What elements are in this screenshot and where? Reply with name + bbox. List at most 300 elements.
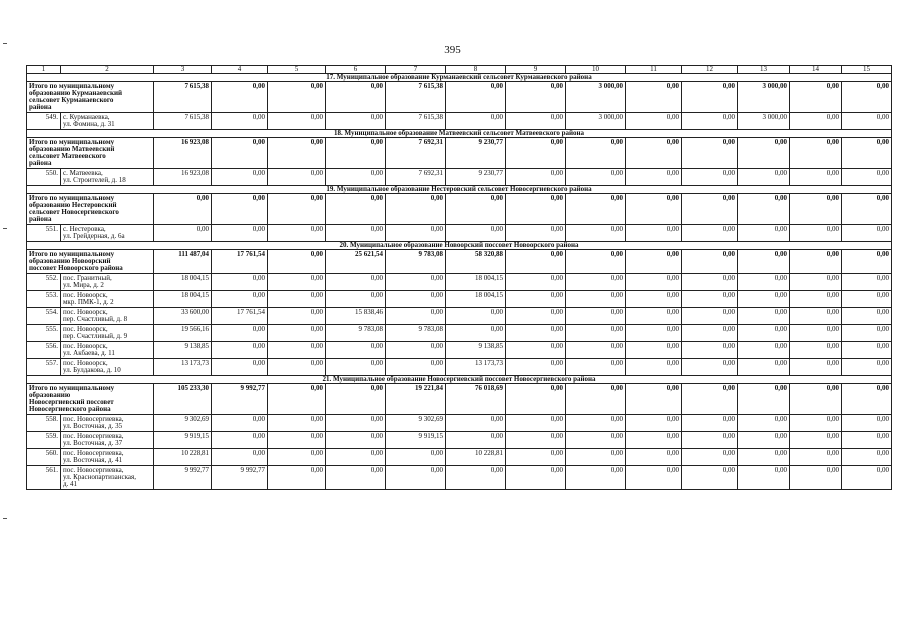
cell-value: 0,00 (506, 466, 566, 490)
total-value: 0,00 (386, 194, 446, 225)
row-number: 556. (27, 342, 61, 359)
total-value: 7 615,38 (154, 82, 212, 113)
total-value: 0,00 (682, 384, 738, 415)
cell-value: 0,00 (506, 432, 566, 449)
cell-value: 0,00 (842, 308, 892, 325)
cell-value: 0,00 (682, 325, 738, 342)
cell-value: 0,00 (682, 308, 738, 325)
cell-value: 0,00 (212, 225, 268, 242)
row-number: 559. (27, 432, 61, 449)
cell-value: 0,00 (738, 449, 790, 466)
cell-value: 0,00 (566, 325, 626, 342)
total-value: 0,00 (842, 138, 892, 169)
cell-value: 0,00 (842, 342, 892, 359)
column-number: 10 (566, 66, 626, 74)
cell-value: 0,00 (626, 113, 682, 130)
cell-value: 0,00 (212, 169, 268, 186)
total-value: 0,00 (566, 250, 626, 274)
cell-value: 0,00 (842, 415, 892, 432)
total-value: 0,00 (268, 138, 326, 169)
row-number: 560. (27, 449, 61, 466)
cell-value: 0,00 (738, 415, 790, 432)
column-number: 7 (386, 66, 446, 74)
cell-value: 0,00 (626, 308, 682, 325)
total-label: Итого по муниципальному образованию Новосергиевский поссовет Новосергиевского района (27, 384, 154, 415)
cell-value: 0,00 (506, 308, 566, 325)
cell-value: 0,00 (326, 225, 386, 242)
cell-value: 0,00 (268, 274, 326, 291)
cell-value: 0,00 (566, 466, 626, 490)
cell-value: 0,00 (326, 415, 386, 432)
total-value: 0,00 (268, 384, 326, 415)
cell-value: 0,00 (842, 325, 892, 342)
cell-value: 0,00 (326, 113, 386, 130)
total-value: 0,00 (738, 194, 790, 225)
cell-value: 0,00 (682, 432, 738, 449)
total-value: 16 923,08 (154, 138, 212, 169)
cell-value: 0,00 (506, 359, 566, 376)
cell-value: 0,00 (842, 449, 892, 466)
cell-value: 0,00 (738, 308, 790, 325)
cell-value: 0,00 (566, 342, 626, 359)
table-row (27, 169, 892, 186)
table-row (27, 449, 892, 466)
cell-value: 0,00 (738, 169, 790, 186)
total-value: 7 615,38 (386, 82, 446, 113)
total-value: 0,00 (506, 250, 566, 274)
row-address: пос. Новосергиевка, ул. Восточная, д. 41 (61, 449, 154, 466)
cell-value: 0,00 (842, 274, 892, 291)
total-label: Итого по муниципальному образованию Новоорский поссовет Новоорского района (27, 250, 154, 274)
column-number: 6 (326, 66, 386, 74)
total-value: 105 233,30 (154, 384, 212, 415)
total-value: 9 992,77 (212, 384, 268, 415)
cell-value: 9 302,69 (386, 415, 446, 432)
cell-value: 9 138,85 (446, 342, 506, 359)
table-row (27, 342, 892, 359)
cell-value: 13 173,73 (154, 359, 212, 376)
column-number: 8 (446, 66, 506, 74)
cell-value: 0,00 (626, 342, 682, 359)
cell-value: 0,00 (506, 415, 566, 432)
total-value: 0,00 (506, 138, 566, 169)
cell-value: 0,00 (790, 359, 842, 376)
cell-value: 9 992,77 (154, 466, 212, 490)
table-row (27, 415, 892, 432)
cell-value: 9 919,15 (154, 432, 212, 449)
total-row (27, 82, 892, 113)
total-value: 19 221,84 (386, 384, 446, 415)
cell-value: 0,00 (446, 325, 506, 342)
cell-value: 0,00 (268, 308, 326, 325)
cell-value: 0,00 (738, 466, 790, 490)
total-value: 0,00 (682, 82, 738, 113)
total-value: 0,00 (682, 194, 738, 225)
column-number: 11 (626, 66, 682, 74)
total-value: 0,00 (154, 194, 212, 225)
cell-value: 0,00 (790, 325, 842, 342)
cell-value: 0,00 (386, 225, 446, 242)
total-value: 0,00 (446, 82, 506, 113)
cell-value: 7 615,38 (154, 113, 212, 130)
scan-edge-mark (3, 228, 7, 229)
cell-value: 0,00 (386, 466, 446, 490)
cell-value: 0,00 (326, 432, 386, 449)
cell-value: 0,00 (326, 291, 386, 308)
row-number: 550. (27, 169, 61, 186)
cell-value: 0,00 (682, 415, 738, 432)
total-value: 0,00 (626, 138, 682, 169)
total-value: 0,00 (738, 384, 790, 415)
cell-value: 0,00 (566, 432, 626, 449)
cell-value: 0,00 (626, 415, 682, 432)
cell-value: 0,00 (790, 169, 842, 186)
total-value: 0,00 (506, 384, 566, 415)
row-address: пос. Гранитный, ул. Мира, д. 2 (61, 274, 154, 291)
total-value: 0,00 (626, 250, 682, 274)
table-row (27, 359, 892, 376)
cell-value: 0,00 (842, 432, 892, 449)
cell-value: 0,00 (506, 342, 566, 359)
total-value: 0,00 (566, 138, 626, 169)
cell-value: 0,00 (446, 415, 506, 432)
cell-value: 0,00 (790, 225, 842, 242)
row-address: с. Курманаевка, ул. Фомина, д. 31 (61, 113, 154, 130)
total-value: 0,00 (842, 194, 892, 225)
cell-value: 18 004,15 (446, 274, 506, 291)
section-title: 18. Муниципальное образование Матвеевский сельсовет Матвеевского района (27, 130, 892, 138)
cell-value: 0,00 (738, 432, 790, 449)
total-label: Итого по муниципальному образованию Нестеровский сельсовет Новосергиевского района (27, 194, 154, 225)
budget-table (26, 65, 892, 490)
total-value: 0,00 (626, 82, 682, 113)
section-title: 17. Муниципальное образование Курманаевский сельсовет Курманаевского района (27, 74, 892, 82)
cell-value: 0,00 (268, 169, 326, 186)
table-row (27, 274, 892, 291)
total-value: 7 692,31 (386, 138, 446, 169)
cell-value: 9 783,08 (326, 325, 386, 342)
row-number: 557. (27, 359, 61, 376)
cell-value: 3 000,00 (738, 113, 790, 130)
section-title-row (27, 186, 892, 194)
cell-value: 0,00 (738, 291, 790, 308)
total-value: 0,00 (326, 82, 386, 113)
cell-value: 0,00 (212, 415, 268, 432)
cell-value: 0,00 (446, 225, 506, 242)
cell-value: 0,00 (566, 415, 626, 432)
cell-value: 0,00 (738, 274, 790, 291)
total-value: 0,00 (212, 194, 268, 225)
row-number: 549. (27, 113, 61, 130)
total-value: 9 230,77 (446, 138, 506, 169)
cell-value: 0,00 (326, 359, 386, 376)
cell-value: 0,00 (790, 342, 842, 359)
cell-value: 9 138,85 (154, 342, 212, 359)
cell-value: 0,00 (506, 169, 566, 186)
cell-value: 0,00 (626, 169, 682, 186)
total-value: 0,00 (790, 138, 842, 169)
row-address: пос. Новоорск, мкр. ПМК-1, д. 2 (61, 291, 154, 308)
row-number: 553. (27, 291, 61, 308)
row-number: 551. (27, 225, 61, 242)
cell-value: 0,00 (626, 466, 682, 490)
cell-value: 0,00 (682, 225, 738, 242)
column-number: 4 (212, 66, 268, 74)
cell-value: 0,00 (738, 342, 790, 359)
total-value: 0,00 (626, 194, 682, 225)
section-title: 20. Муниципальное образование Новоорский поссовет Новоорского района (27, 242, 892, 250)
cell-value: 0,00 (790, 113, 842, 130)
total-value: 0,00 (506, 194, 566, 225)
cell-value: 0,00 (386, 359, 446, 376)
total-value: 9 783,08 (386, 250, 446, 274)
total-value: 0,00 (212, 138, 268, 169)
scan-edge-mark (3, 43, 7, 44)
total-value: 0,00 (268, 250, 326, 274)
cell-value: 0,00 (212, 274, 268, 291)
total-row (27, 384, 892, 415)
row-address: с. Нестеровка, ул. Грейдерная, д. 6а (61, 225, 154, 242)
cell-value: 0,00 (268, 342, 326, 359)
cell-value: 0,00 (386, 308, 446, 325)
total-value: 0,00 (790, 194, 842, 225)
cell-value: 0,00 (738, 325, 790, 342)
cell-value: 0,00 (268, 449, 326, 466)
cell-value: 0,00 (626, 449, 682, 466)
cell-value: 0,00 (682, 449, 738, 466)
cell-value: 0,00 (626, 274, 682, 291)
cell-value: 15 838,46 (326, 308, 386, 325)
row-number: 558. (27, 415, 61, 432)
section-title-row (27, 130, 892, 138)
total-value: 0,00 (682, 138, 738, 169)
total-value: 0,00 (626, 384, 682, 415)
column-number: 2 (61, 66, 154, 74)
total-label: Итого по муниципальному образованию Курманаевский сельсовет Курманаевского района (27, 82, 154, 113)
cell-value: 0,00 (326, 342, 386, 359)
cell-value: 0,00 (790, 274, 842, 291)
total-value: 0,00 (566, 384, 626, 415)
column-number: 9 (506, 66, 566, 74)
total-value: 0,00 (790, 82, 842, 113)
cell-value: 0,00 (506, 274, 566, 291)
cell-value: 0,00 (790, 466, 842, 490)
total-value: 0,00 (842, 82, 892, 113)
table-row (27, 291, 892, 308)
table-row (27, 325, 892, 342)
total-row (27, 194, 892, 225)
total-value: 111 487,04 (154, 250, 212, 274)
column-number: 15 (842, 66, 892, 74)
total-value: 0,00 (446, 194, 506, 225)
column-number: 3 (154, 66, 212, 74)
cell-value: 0,00 (842, 225, 892, 242)
cell-value: 0,00 (626, 325, 682, 342)
cell-value: 0,00 (842, 359, 892, 376)
total-value: 17 761,54 (212, 250, 268, 274)
total-value: 0,00 (212, 82, 268, 113)
cell-value: 0,00 (154, 225, 212, 242)
cell-value: 33 600,00 (154, 308, 212, 325)
total-value: 0,00 (566, 194, 626, 225)
cell-value: 9 919,15 (386, 432, 446, 449)
cell-value: 0,00 (626, 432, 682, 449)
cell-value: 0,00 (566, 225, 626, 242)
total-value: 0,00 (326, 194, 386, 225)
cell-value: 0,00 (790, 291, 842, 308)
total-label: Итого по муниципальному образованию Матвеевский сельсовет Матвеевского района (27, 138, 154, 169)
cell-value: 0,00 (212, 325, 268, 342)
table-row (27, 225, 892, 242)
cell-value: 0,00 (386, 449, 446, 466)
cell-value: 10 228,81 (446, 449, 506, 466)
cell-value: 0,00 (566, 291, 626, 308)
section-title-row (27, 242, 892, 250)
cell-value: 0,00 (842, 466, 892, 490)
cell-value: 0,00 (506, 225, 566, 242)
cell-value: 0,00 (212, 113, 268, 130)
column-number: 12 (682, 66, 738, 74)
cell-value: 0,00 (446, 308, 506, 325)
cell-value: 0,00 (212, 449, 268, 466)
cell-value: 0,00 (212, 291, 268, 308)
cell-value: 18 004,15 (446, 291, 506, 308)
row-address: пос. Новосергиевка, ул. Восточная, д. 37 (61, 432, 154, 449)
section-title-row (27, 376, 892, 384)
cell-value: 0,00 (566, 359, 626, 376)
table-row (27, 113, 892, 130)
cell-value: 0,00 (566, 308, 626, 325)
table-row (27, 432, 892, 449)
column-number: 5 (268, 66, 326, 74)
row-address: пос. Новоорск, пер. Счастливый, д. 8 (61, 308, 154, 325)
cell-value: 0,00 (268, 359, 326, 376)
column-header-row (27, 66, 892, 74)
cell-value: 0,00 (212, 359, 268, 376)
cell-value: 0,00 (386, 342, 446, 359)
cell-value: 0,00 (682, 291, 738, 308)
row-address: пос. Новоорск, пер. Счастливый, д. 9 (61, 325, 154, 342)
cell-value: 0,00 (790, 432, 842, 449)
column-number: 1 (27, 66, 61, 74)
cell-value: 13 173,73 (446, 359, 506, 376)
cell-value: 0,00 (682, 359, 738, 376)
total-value: 25 621,54 (326, 250, 386, 274)
row-number: 552. (27, 274, 61, 291)
cell-value: 0,00 (268, 113, 326, 130)
cell-value: 0,00 (790, 308, 842, 325)
cell-value: 0,00 (506, 449, 566, 466)
cell-value: 10 228,81 (154, 449, 212, 466)
page-number: 395 (444, 44, 461, 56)
cell-value: 0,00 (506, 113, 566, 130)
total-value: 0,00 (790, 384, 842, 415)
cell-value: 0,00 (446, 113, 506, 130)
total-value: 0,00 (738, 138, 790, 169)
row-number: 554. (27, 308, 61, 325)
section-title-row (27, 74, 892, 82)
cell-value: 0,00 (212, 432, 268, 449)
row-number: 555. (27, 325, 61, 342)
total-value: 58 320,88 (446, 250, 506, 274)
cell-value: 0,00 (506, 291, 566, 308)
row-address: с. Матвеевка, ул. Строителей, д. 18 (61, 169, 154, 186)
cell-value: 0,00 (268, 325, 326, 342)
cell-value: 0,00 (386, 291, 446, 308)
column-number: 13 (738, 66, 790, 74)
cell-value: 0,00 (386, 274, 446, 291)
column-number: 14 (790, 66, 842, 74)
section-title: 19. Муниципальное образование Нестеровский сельсовет Новосергиевского района (27, 186, 892, 194)
cell-value: 9 230,77 (446, 169, 506, 186)
cell-value: 0,00 (682, 113, 738, 130)
row-address: пос. Новоорск, ул. Булдакова, д. 10 (61, 359, 154, 376)
cell-value: 0,00 (842, 169, 892, 186)
row-address: пос. Новосергиевка, ул. Восточная, д. 35 (61, 415, 154, 432)
cell-value: 0,00 (566, 274, 626, 291)
cell-value: 16 923,08 (154, 169, 212, 186)
cell-value: 18 004,15 (154, 291, 212, 308)
cell-value: 0,00 (682, 466, 738, 490)
table-row (27, 308, 892, 325)
cell-value: 7 692,31 (386, 169, 446, 186)
cell-value: 0,00 (446, 466, 506, 490)
cell-value: 0,00 (268, 225, 326, 242)
total-value: 0,00 (738, 250, 790, 274)
total-value: 0,00 (790, 250, 842, 274)
cell-value: 0,00 (446, 432, 506, 449)
cell-value: 0,00 (506, 325, 566, 342)
cell-value: 9 992,77 (212, 466, 268, 490)
total-value: 0,00 (268, 194, 326, 225)
cell-value: 0,00 (682, 169, 738, 186)
cell-value: 0,00 (566, 449, 626, 466)
cell-value: 0,00 (326, 466, 386, 490)
cell-value: 7 615,38 (386, 113, 446, 130)
cell-value: 3 000,00 (566, 113, 626, 130)
section-title: 21. Муниципальное образование Новосергиевский поссовет Новосергиевского района (27, 376, 892, 384)
total-value: 3 000,00 (566, 82, 626, 113)
table-row (27, 466, 892, 490)
cell-value: 0,00 (738, 359, 790, 376)
cell-value: 0,00 (566, 169, 626, 186)
cell-value: 0,00 (268, 466, 326, 490)
cell-value: 0,00 (682, 342, 738, 359)
cell-value: 0,00 (790, 449, 842, 466)
scan-edge-mark (3, 518, 7, 519)
total-value: 0,00 (326, 384, 386, 415)
cell-value: 0,00 (326, 169, 386, 186)
cell-value: 0,00 (268, 291, 326, 308)
cell-value: 0,00 (738, 225, 790, 242)
cell-value: 18 004,15 (154, 274, 212, 291)
cell-value: 0,00 (212, 342, 268, 359)
cell-value: 0,00 (268, 415, 326, 432)
cell-value: 0,00 (842, 113, 892, 130)
cell-value: 9 783,08 (386, 325, 446, 342)
row-number: 561. (27, 466, 61, 490)
cell-value: 0,00 (842, 291, 892, 308)
cell-value: 19 566,16 (154, 325, 212, 342)
cell-value: 0,00 (626, 359, 682, 376)
cell-value: 0,00 (626, 291, 682, 308)
total-row (27, 250, 892, 274)
cell-value: 17 761,54 (212, 308, 268, 325)
total-value: 0,00 (842, 384, 892, 415)
cell-value: 0,00 (326, 449, 386, 466)
total-value: 0,00 (326, 138, 386, 169)
total-value: 0,00 (682, 250, 738, 274)
